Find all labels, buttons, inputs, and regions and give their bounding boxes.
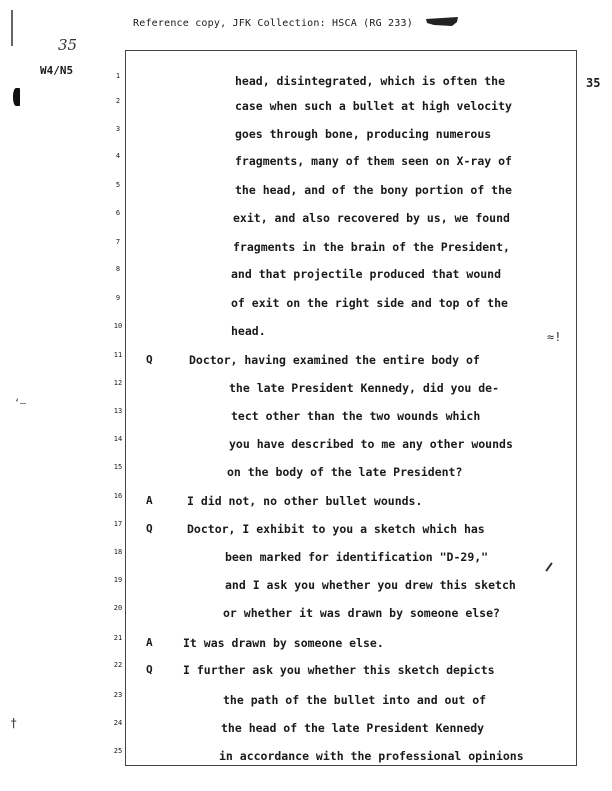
transcript-line bbox=[0, 353, 612, 373]
line-number: 2 bbox=[115, 97, 121, 105]
transcript-line bbox=[0, 267, 612, 287]
transcript-line bbox=[0, 522, 612, 542]
line-number: 1 bbox=[115, 72, 121, 80]
page-border-top bbox=[125, 50, 577, 51]
transcript-line bbox=[0, 381, 612, 401]
transcript-line bbox=[0, 606, 612, 626]
line-text: exit, and also recovered by us, we found bbox=[233, 211, 510, 225]
line-number: 20 bbox=[113, 604, 123, 612]
line-number: 14 bbox=[113, 435, 123, 443]
line-text: fragments, many of them seen on X-ray of bbox=[235, 154, 512, 168]
line-text: head. bbox=[231, 324, 266, 338]
transcript-line bbox=[0, 127, 612, 147]
transcript-line bbox=[0, 749, 612, 769]
line-number: 24 bbox=[113, 719, 123, 727]
line-text: the head of the late President Kennedy bbox=[221, 721, 485, 735]
line-text: or whether it was drawn by someone else? bbox=[223, 606, 500, 620]
line-number: 16 bbox=[113, 492, 123, 500]
line-number: 8 bbox=[115, 265, 121, 273]
margin-mark bbox=[11, 10, 13, 46]
line-number: 5 bbox=[115, 181, 121, 189]
transcript-line bbox=[0, 324, 612, 344]
transcript-line bbox=[0, 494, 612, 514]
line-number: 25 bbox=[113, 747, 123, 755]
transcript-line bbox=[0, 663, 612, 683]
transcript-line bbox=[0, 409, 612, 429]
answer-marker: A bbox=[146, 636, 153, 649]
line-number: 17 bbox=[113, 520, 123, 528]
answer-marker: A bbox=[146, 494, 153, 507]
transcript-line bbox=[0, 296, 612, 316]
question-marker: Q bbox=[146, 522, 153, 535]
page-number: 35 bbox=[586, 76, 601, 90]
line-number: 18 bbox=[113, 548, 123, 556]
line-text: tect other than the two wounds which bbox=[231, 409, 481, 423]
margin-mark: ‘— bbox=[14, 398, 27, 409]
line-number: 23 bbox=[113, 691, 123, 699]
line-text: I further ask you whether this sketch depicts bbox=[183, 663, 495, 677]
line-number: 13 bbox=[113, 407, 123, 415]
line-number: 4 bbox=[115, 152, 121, 160]
line-text: and I ask you whether you drew this sketch bbox=[225, 578, 516, 592]
line-text: I did not, no other bullet wounds. bbox=[187, 494, 423, 508]
margin-mark: † bbox=[10, 716, 18, 730]
line-number: 6 bbox=[115, 209, 121, 217]
line-text: fragments in the brain of the President, bbox=[233, 240, 510, 254]
line-text: on the body of the late President? bbox=[227, 465, 463, 479]
transcript-line bbox=[0, 636, 612, 656]
line-text: and that projectile produced that wound bbox=[231, 267, 502, 281]
transcript-line bbox=[0, 578, 612, 598]
handwritten-note: 35 bbox=[58, 36, 78, 54]
line-text: the head, and of the bony portion of the bbox=[235, 183, 512, 197]
line-text: the path of the bullet into and out of bbox=[223, 693, 487, 707]
line-number: 21 bbox=[113, 634, 123, 642]
tape-label: W4/N5 bbox=[40, 64, 74, 77]
line-number: 11 bbox=[113, 351, 123, 359]
transcript-line bbox=[0, 465, 612, 485]
line-number: 22 bbox=[113, 661, 123, 669]
line-text: been marked for identification "D-29," bbox=[225, 550, 489, 564]
line-text: the late President Kennedy, did you de- bbox=[229, 381, 500, 395]
line-number: 19 bbox=[113, 576, 123, 584]
line-number: 10 bbox=[113, 322, 123, 330]
transcript-line bbox=[0, 211, 612, 231]
transcript-line bbox=[0, 437, 612, 457]
line-text: case when such a bullet at high velocity bbox=[235, 99, 512, 113]
transcript-line bbox=[0, 99, 612, 119]
header-reference: Reference copy, JFK Collection: HSCA (RG 233) bbox=[133, 18, 413, 29]
transcript-line bbox=[0, 240, 612, 260]
transcript-line bbox=[0, 693, 612, 713]
line-text: It was drawn by someone else. bbox=[183, 636, 384, 650]
question-marker: Q bbox=[146, 353, 153, 366]
line-number: 12 bbox=[113, 379, 123, 387]
line-text: of exit on the right side and top of the bbox=[231, 296, 508, 310]
line-number: 7 bbox=[115, 238, 121, 246]
question-marker: Q bbox=[146, 663, 153, 676]
line-number: 9 bbox=[115, 294, 121, 302]
line-number: 3 bbox=[115, 125, 121, 133]
transcript-line bbox=[0, 154, 612, 174]
redaction-stamp bbox=[424, 14, 460, 28]
line-text: in accordance with the professional opinions bbox=[219, 749, 524, 763]
transcript-line bbox=[0, 183, 612, 203]
line-text: Doctor, having examined the entire body of bbox=[189, 353, 480, 367]
ink-smudge: ≈! bbox=[547, 330, 562, 344]
transcript-line bbox=[0, 74, 612, 94]
line-text: you have described to me any other wounds bbox=[229, 437, 513, 451]
line-text: head, disintegrated, which is often the bbox=[235, 74, 506, 88]
transcript-line bbox=[0, 721, 612, 741]
line-number: 15 bbox=[113, 463, 123, 471]
line-text: Doctor, I exhibit to you a sketch which has bbox=[187, 522, 485, 536]
transcript-line bbox=[0, 550, 612, 570]
line-text: goes through bone, producing numerous bbox=[235, 127, 492, 141]
